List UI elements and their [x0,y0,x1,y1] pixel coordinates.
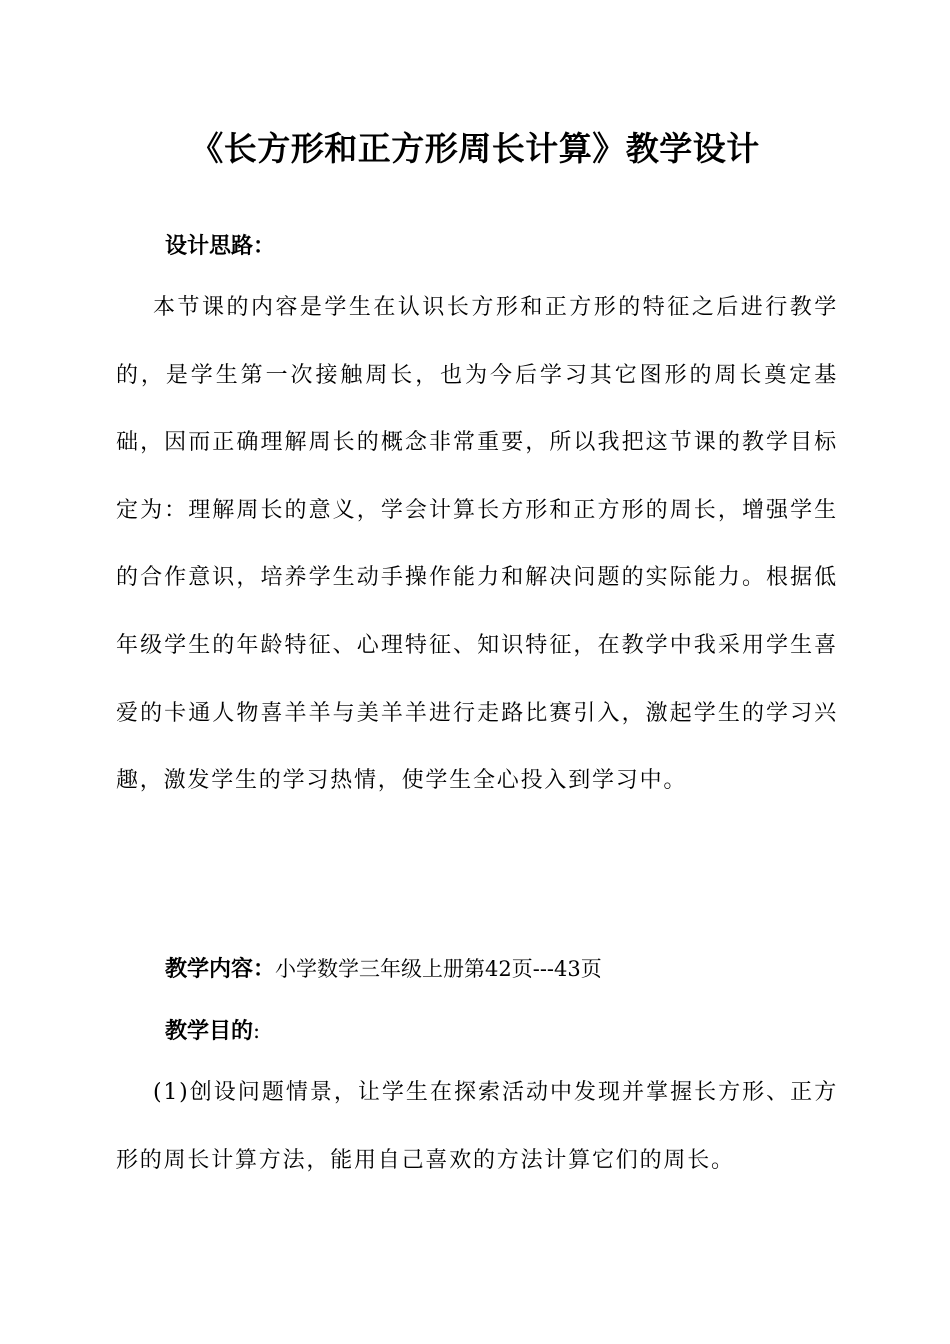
design-idea-paragraph: 本节课的内容是学生在认识长方形和正方形的特征之后进行教学的，是学生第一次接触周长，也为今后学习其它图形的周长奠定基础，因而正确理解周长的概念非常重要，所以我把这节课的教学目标定为：理解周长的意义，学会计算长方形和正方形的周长，增强学生的合作意识，培养学生动手操作能力和解决问题的实际能力。根据低年级学生的年龄特征、心理特征、知识特征，在教学中我采用学生喜爱的卡通人物喜羊羊与美羊羊进行走路比赛引入，激起学生的学习兴趣，激发学生的学习热情，使学生全心投入到学习中。 [116,295,838,794]
teaching-goals-label: 教学目的 [165,1019,254,1044]
teaching-content-label: 教学内容： [165,957,276,982]
teaching-goals-heading [165,1014,260,1049]
teaching-content-value: 小学数学三年级上册第42页---43页 [275,957,602,981]
teaching-goals-colon: : [253,1019,261,1043]
teaching-goal-item: (1)创设问题情景，让学生在探索活动中发现并掌握长方形、正方形的周长计算方法，能用自己喜欢的方法计算它们的周长。 [116,1080,838,1173]
teaching-content-heading [165,952,602,987]
design-idea-label: 设计思路： [165,234,276,259]
design-idea-heading [165,230,275,264]
document-title: 《长方形和正方形周长计算》教学设计 [190,129,760,168]
